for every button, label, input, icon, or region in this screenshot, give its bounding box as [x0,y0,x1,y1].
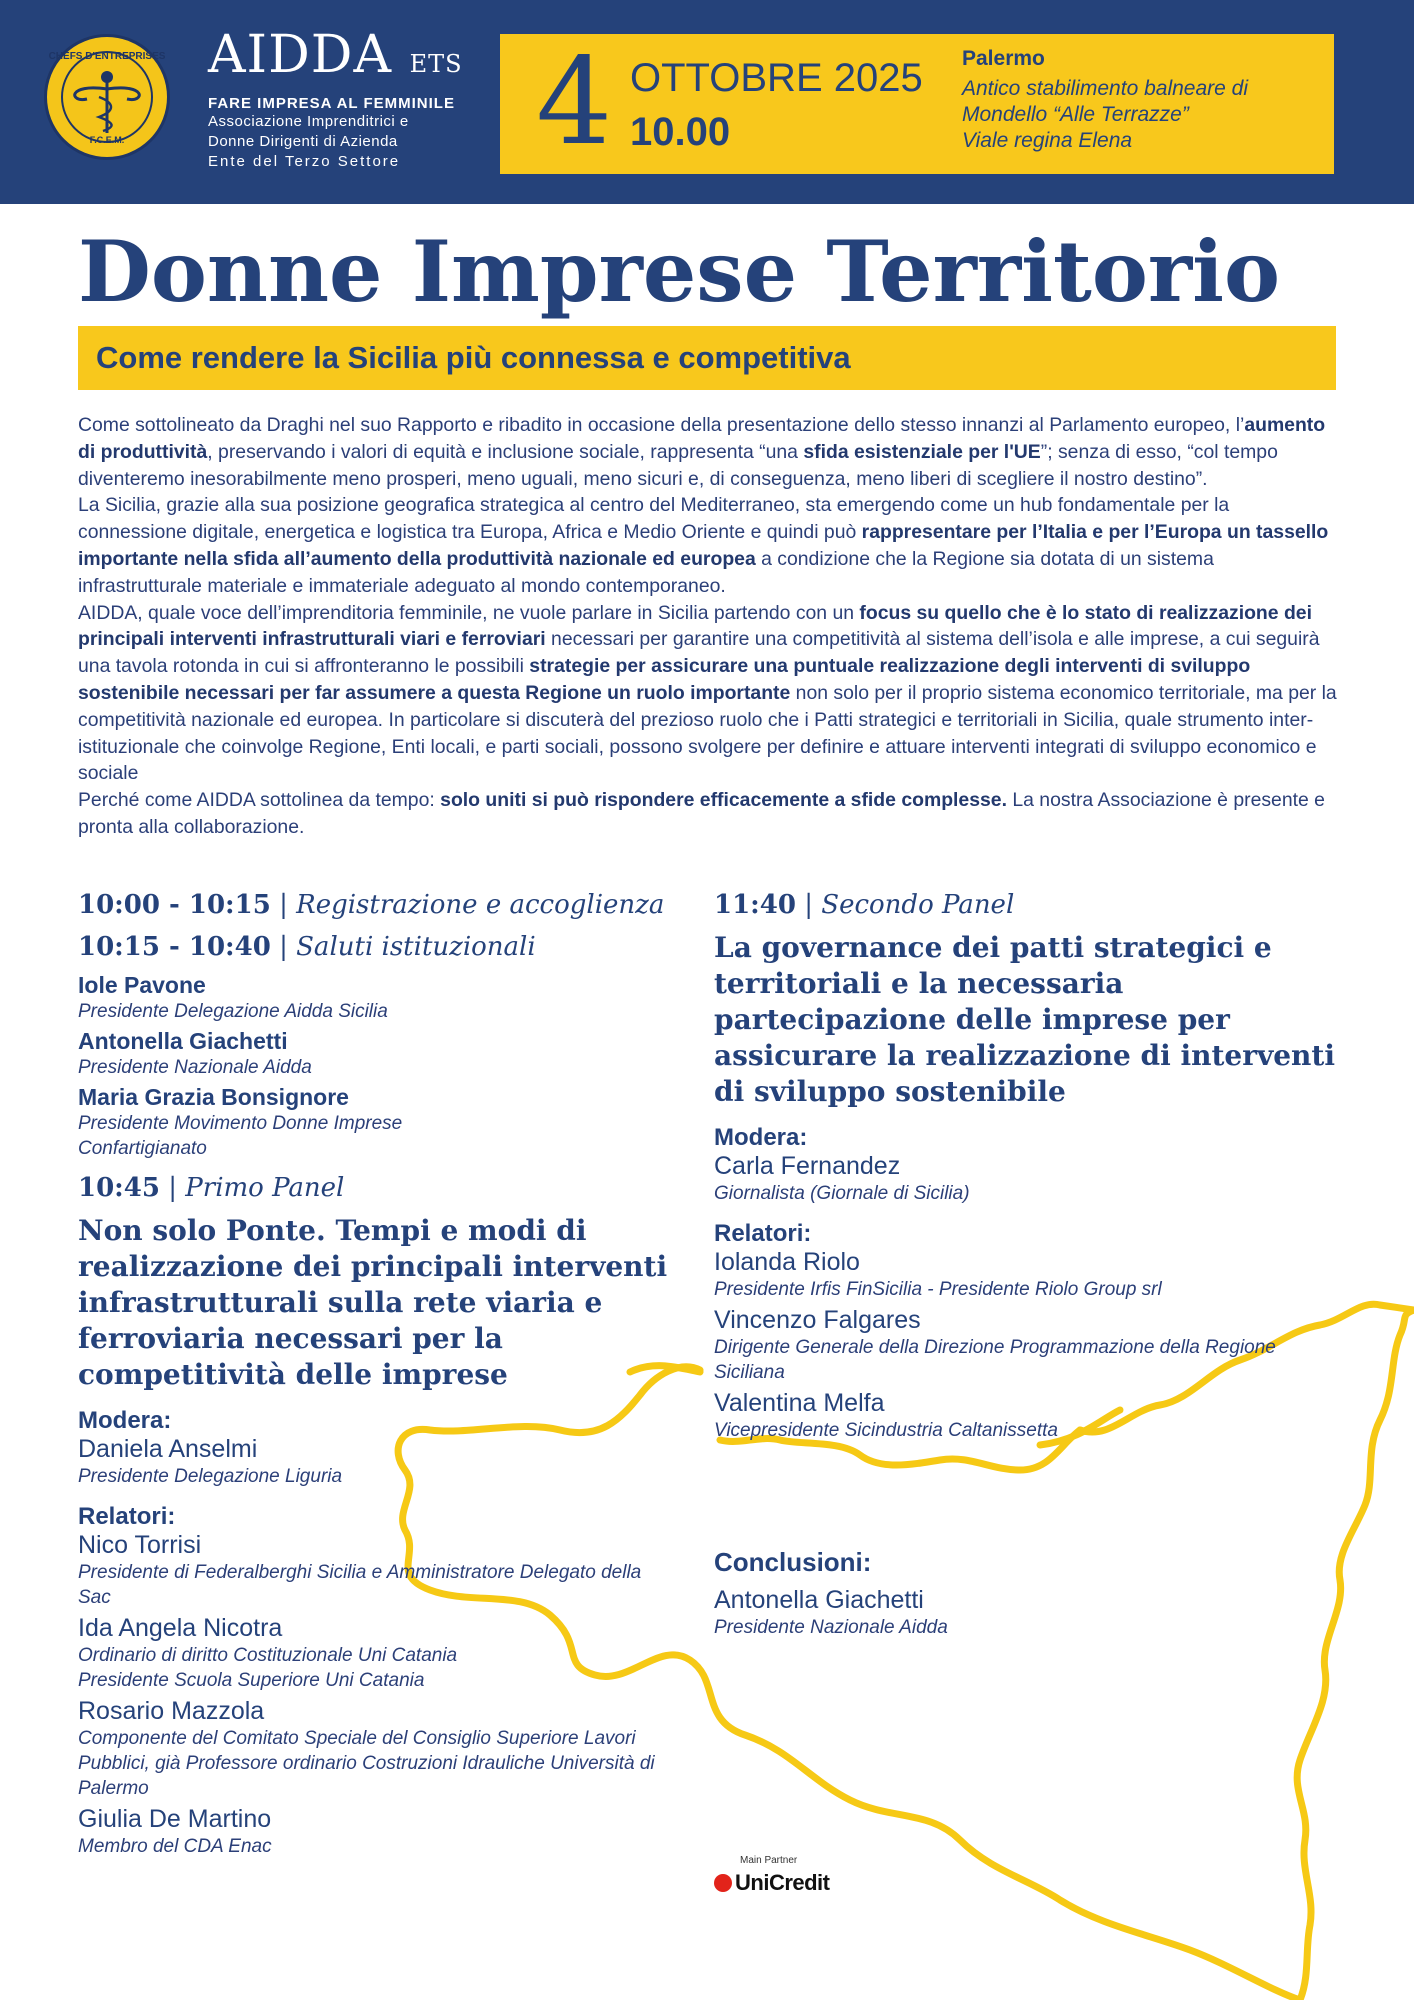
program-left-column [78,890,678,1859]
person-role: Ordinario di diritto Costituzionale Uni Catania Presidente Scuola Superiore Uni Catania [78,1645,458,1691]
venue-block [962,46,1248,154]
person-role: Presidente Movimento Donne Imprese Confartigianato [78,1113,403,1159]
person-role: Presidente Nazionale Aidda [78,1057,312,1078]
panel1-moderator-name: Daniela Anselmi [78,1435,258,1463]
panel2-modera-label: Modera: [714,1124,808,1151]
person-role: Presidente Irfis FinSicilia - Presidente Riolo Group srl [714,1279,1162,1300]
intro-paragraph [78,492,1340,599]
intro-bold-text: rappresentare per l’Italia e per l’Europa un tassello importante nella sfida all’aumento della produttività nazionale ed europea [78,521,1329,570]
person-name: Giulia De Martino [78,1805,272,1833]
intro-bold-text: sfida esistenziale per l'UE [803,440,1041,463]
partner-name: UniCredit [735,1870,830,1895]
unicredit-icon [714,1874,732,1892]
intro-text-run: necessari per garantire una competitività al sistema dell’isola e alle imprese, a cui seguirà una tavola rotonda in cui si affronteranno le possibili [78,628,1320,678]
logo-text-bottom: F.C.E.M. [89,135,125,145]
registration-slot: 10:00 - 10:15 | Registrazione e accoglienza [78,890,665,920]
person-role: Presidente di Federalberghi Sicilia e Amministratore Delegato della Sac [78,1562,642,1608]
intro-bold-text: aumento di produttività [78,414,1326,463]
brand-assoc-line3: Ente del Terzo Settore [208,153,401,170]
intro-text-run: a condizione che la Regione sia dotata di un sistema infrastrutturale materiale e immateriale adeguato al mondo contemporaneo. [78,547,1214,597]
venue-city: Palermo [962,47,1045,70]
brand-block [208,26,463,172]
brand-name: AIDDA ETS [208,25,463,85]
intro-bold-text: solo uniti si può rispondere efficacemente a sfide complesse. [440,789,1007,812]
partner-logo [714,1870,830,1896]
panel1-slot: 10:45 | Primo Panel [78,1173,345,1203]
venue-address: Antico stabilimento balneare di Mondello “Alle Terrazze” Viale regina Elena [962,77,1249,152]
person-name: Nico Torrisi [78,1531,202,1559]
person-role: Membro del CDA Enac [78,1836,272,1857]
event-time: 10.00 [630,110,731,154]
page-title: Donne Imprese Territorio [78,222,1281,321]
saluti-slot: 10:15 - 10:40 | Saluti istituzionali [78,932,536,962]
person-name: Valentina Melfa [714,1389,885,1417]
event-month-year: OTTOBRE 2025 [630,56,923,100]
intro-paragraph [78,412,1340,492]
person-name: Ida Angela Nicotra [78,1614,283,1642]
panel1-moderator-role: Presidente Delegazione Liguria [78,1466,343,1487]
intro-bold-text: focus su quello che è lo stato di realizzazione dei principali interventi infrastrutturali viari e ferroviari [78,601,1312,651]
conclusioni-name: Antonella Giachetti [714,1586,924,1614]
logo-text-top: CHEFS D'ENTREPRISES [48,51,166,62]
intro-text [78,412,1340,841]
brand-assoc-line2: Donne Dirigenti di Azienda [208,133,398,150]
intro-text-run: ”; senza di esso, “col tempo diventeremo inesorabilmente meno prosperi, meno uguali, meno sicuri e, di conseguenza, meno liberi di scegliere il nostro destino”. [78,440,1278,490]
person-name: Iole Pavone [78,972,206,998]
intro-paragraph [78,600,1340,788]
intro-text-run: , preservando i valori di equità e inclusione sociale, rappresenta “una [207,440,804,463]
intro-text-run: La Sicilia, grazie alla sua posizione geografica strategica al centro del Mediterraneo, sta emergendo come un hub fondamentale per la connessione digitale, energetica e logistica tra Europa, Africa e Medio Oriente e quindi può [78,494,1230,544]
panel2-slot: 11:40 | Secondo Panel [714,890,1015,920]
conclusioni-label: Conclusioni: [714,1547,872,1577]
person-role: Presidente Delegazione Aidda Sicilia [78,1001,388,1022]
page-subtitle: Come rendere la Sicilia più connessa e competitiva [96,340,851,375]
intro-text-run: non solo per il proprio sistema economico territoriale, ma per la competitività nazionale ed europea. In particolare si discuterà del prezioso ruolo che i Patti strategici e territoriali in Sicilia, quale strumento inter-istituzionale che coinvolge Regione, Enti locali, e parti sociali, possono svolgere per definire e attuare interventi integrati di sviluppo economico e sociale [78,681,1337,785]
panel1-title: Non solo Ponte. Tempi e modi di realizzazione dei principali interventi infrastrutturali sulla rete viaria e ferroviaria necessari per la competitività delle imprese [78,1214,668,1391]
panel2-title: La governance dei patti strategici e territoriali e la necessaria partecipazione delle imprese per assicurare la realizzazione di interventi di sviluppo sostenibile [714,931,1335,1108]
intro-text-run: AIDDA, quale voce dell’imprenditoria femminile, ne vuole parlare in Sicilia partendo con un [78,601,860,624]
intro-text-run: La nostra Associazione è presente e pronta alla collaborazione. [78,789,1325,838]
person-name: Maria Grazia Bonsignore [78,1084,349,1110]
panel1-relatori-label: Relatori: [78,1503,176,1530]
panel2-moderator-name: Carla Fernandez [714,1152,901,1180]
person-name: Iolanda Riolo [714,1248,860,1276]
panel2-speakers [714,1248,1344,1443]
intro-text-run: Come sottolineato da Draghi nel suo Rapporto e ribadito in occasione della presentazione dello stesso innanzi al Parlamento europeo, l’ [78,414,1245,436]
person-role: Componente del Comitato Speciale del Consiglio Superiore Lavori Pubblici, già Professore ordinario Costruzioni Idrauliche Università di Palermo [78,1728,655,1799]
partner-label: Main Partner [740,1855,798,1866]
saluti-list [78,972,678,1161]
person-name: Rosario Mazzola [78,1697,265,1725]
panel2-relatori-label: Relatori: [714,1220,812,1247]
panel1-speakers [78,1531,678,1859]
brand-assoc-line1: Associazione Imprenditrici e [208,113,409,130]
intro-bold-text: strategie per assicurare una puntuale realizzazione degli interventi di sviluppo sostenibile necessari per far assumere a questa Regione un ruolo importante [78,655,1251,704]
person-role: Dirigente Generale della Direzione Programmazione della Regione Siciliana [714,1337,1276,1383]
program-right-column [714,890,1344,1640]
panel2-moderator-role: Giornalista (Giornale di Sicilia) [714,1183,970,1204]
person-name: Antonella Giachetti [78,1028,288,1054]
aidda-logo [44,34,170,160]
intro-text-run: Perché come AIDDA sottolinea da tempo: [78,789,441,812]
conclusioni-role: Presidente Nazionale Aidda [714,1617,948,1638]
brand-tagline: FARE IMPRESA AL FEMMINILE [208,95,455,112]
person-name: Vincenzo Falgares [714,1306,921,1334]
panel1-modera-label: Modera: [78,1407,172,1434]
event-day: 4 [536,33,613,172]
person-role: Vicepresidente Sicindustria Caltanissetta [714,1420,1058,1441]
intro-paragraph [78,787,1340,841]
